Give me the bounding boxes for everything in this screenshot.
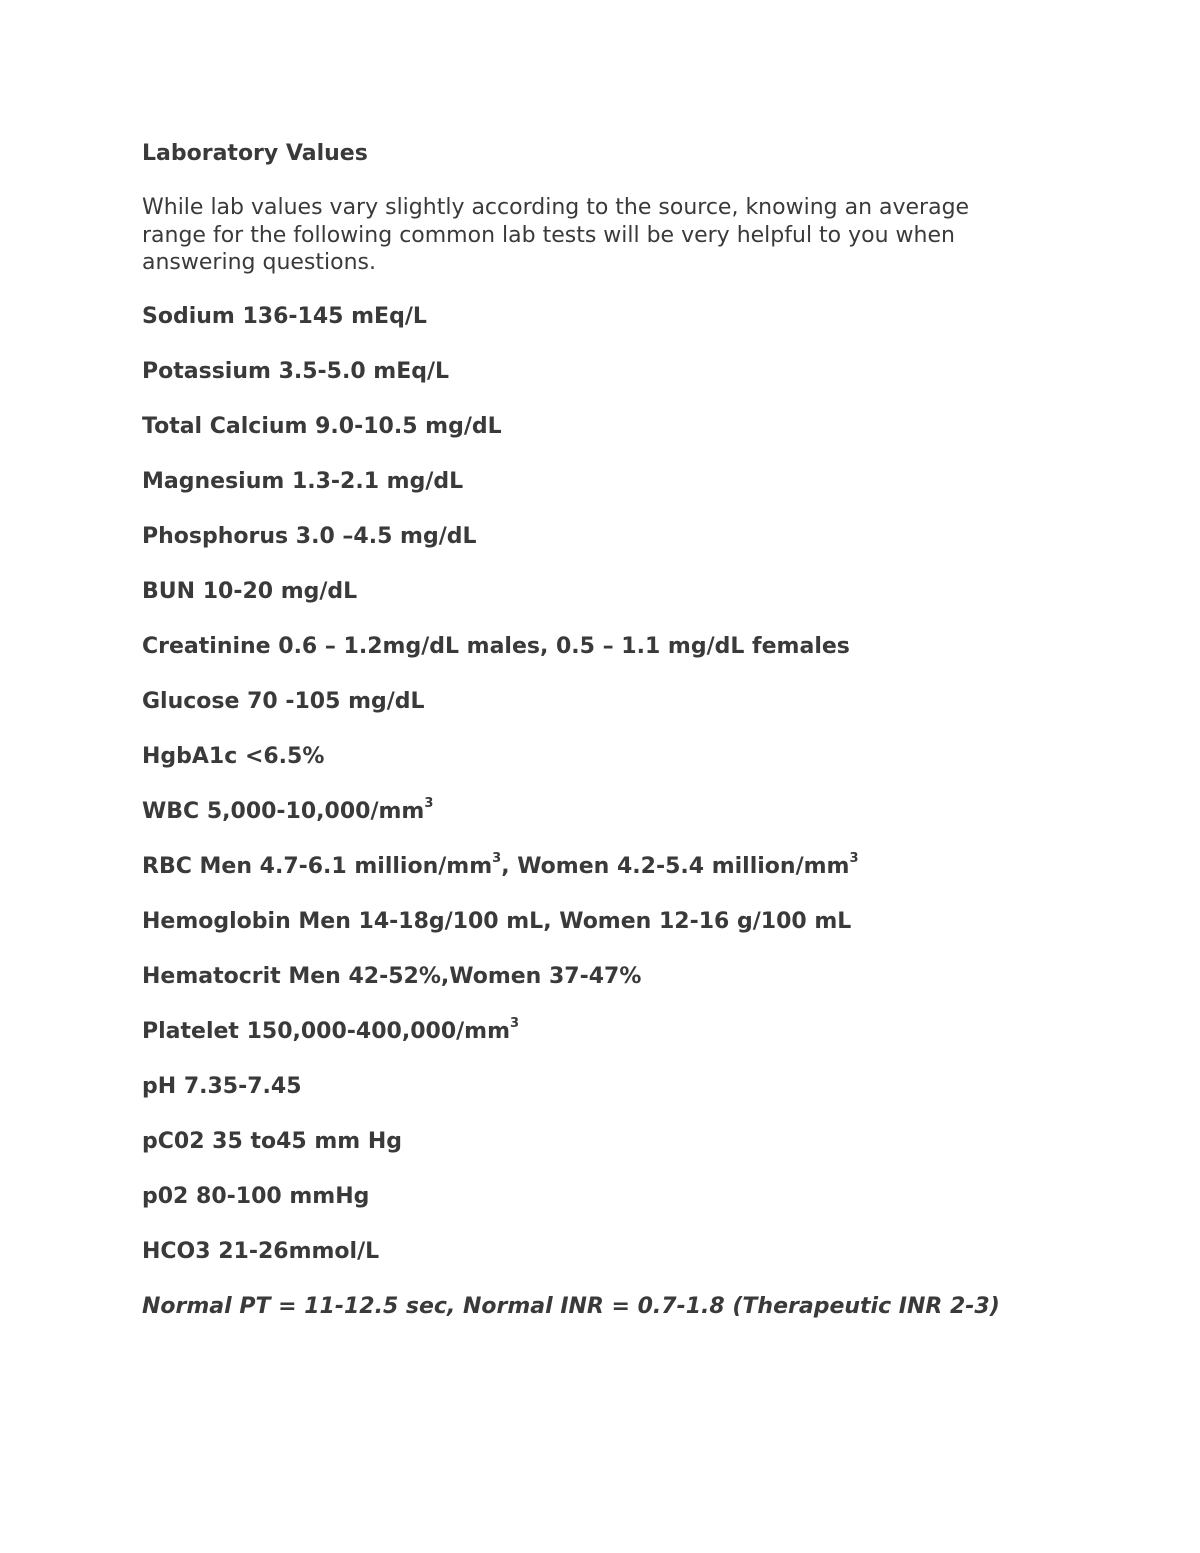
rbc-men-text: RBC Men 4.7-6.1 million/mm: [142, 853, 493, 879]
pt-inr-note: Normal PT = 11-12.5 sec, Normal INR = 0.7-1.8 (Therapeutic INR 2-3): [142, 1293, 1000, 1319]
lab-item-sodium: Sodium 136-145 mEq/L: [142, 303, 427, 329]
lab-item-po2: p02 80-100 mmHg: [142, 1183, 370, 1209]
lab-item-potassium: Potassium 3.5-5.0 mEq/L: [142, 358, 450, 384]
lab-item-ph: pH 7.35-7.45: [142, 1073, 302, 1099]
lab-item-creatinine: Creatinine 0.6 – 1.2mg/dL males, 0.5 – 1.1 mg/dL females: [142, 633, 850, 659]
lab-item-rbc: [142, 853, 1042, 881]
document-page: [142, 140, 1042, 1321]
lab-item-phosphorus: Phosphorus 3.0 –4.5 mg/dL: [142, 523, 477, 549]
lab-item-bun: BUN 10-20 mg/dL: [142, 578, 358, 604]
lab-item-glucose: Glucose 70 -105 mg/dL: [142, 688, 425, 714]
intro-paragraph: While lab values vary slightly according to the source, knowing an average range for the following common lab tests will be very helpful to you when answering questions.: [142, 195, 970, 275]
lab-item-wbc: [142, 798, 1042, 826]
lab-item-pco2: pC02 35 to45 mm Hg: [142, 1128, 403, 1154]
lab-item-hco3: HCO3 21-26mmol/L: [142, 1238, 380, 1264]
lab-item-hematocrit: Hematocrit Men 42-52%,Women 37-47%: [142, 963, 642, 989]
lab-item-hemoglobin: Hemoglobin Men 14-18g/100 mL, Women 12-16 g/100 mL: [142, 908, 852, 934]
wbc-text: WBC 5,000-10,000/mm: [142, 798, 425, 824]
wbc-superscript: 3: [424, 796, 434, 812]
rbc-women-text: , Women 4.2-5.4 million/mm: [501, 853, 850, 879]
lab-item-magnesium: Magnesium 1.3-2.1 mg/dL: [142, 468, 464, 494]
document-title: Laboratory Values: [142, 141, 368, 166]
lab-item-platelet: [142, 1018, 1042, 1046]
platelet-superscript: 3: [510, 1016, 520, 1032]
lab-item-total-calcium: Total Calcium 9.0-10.5 mg/dL: [142, 413, 502, 439]
rbc-women-superscript: 3: [849, 851, 859, 867]
rbc-men-superscript: 3: [492, 851, 502, 867]
platelet-text: Platelet 150,000-400,000/mm: [142, 1018, 511, 1044]
lab-item-hgba1c: HgbA1c <6.5%: [142, 743, 325, 769]
